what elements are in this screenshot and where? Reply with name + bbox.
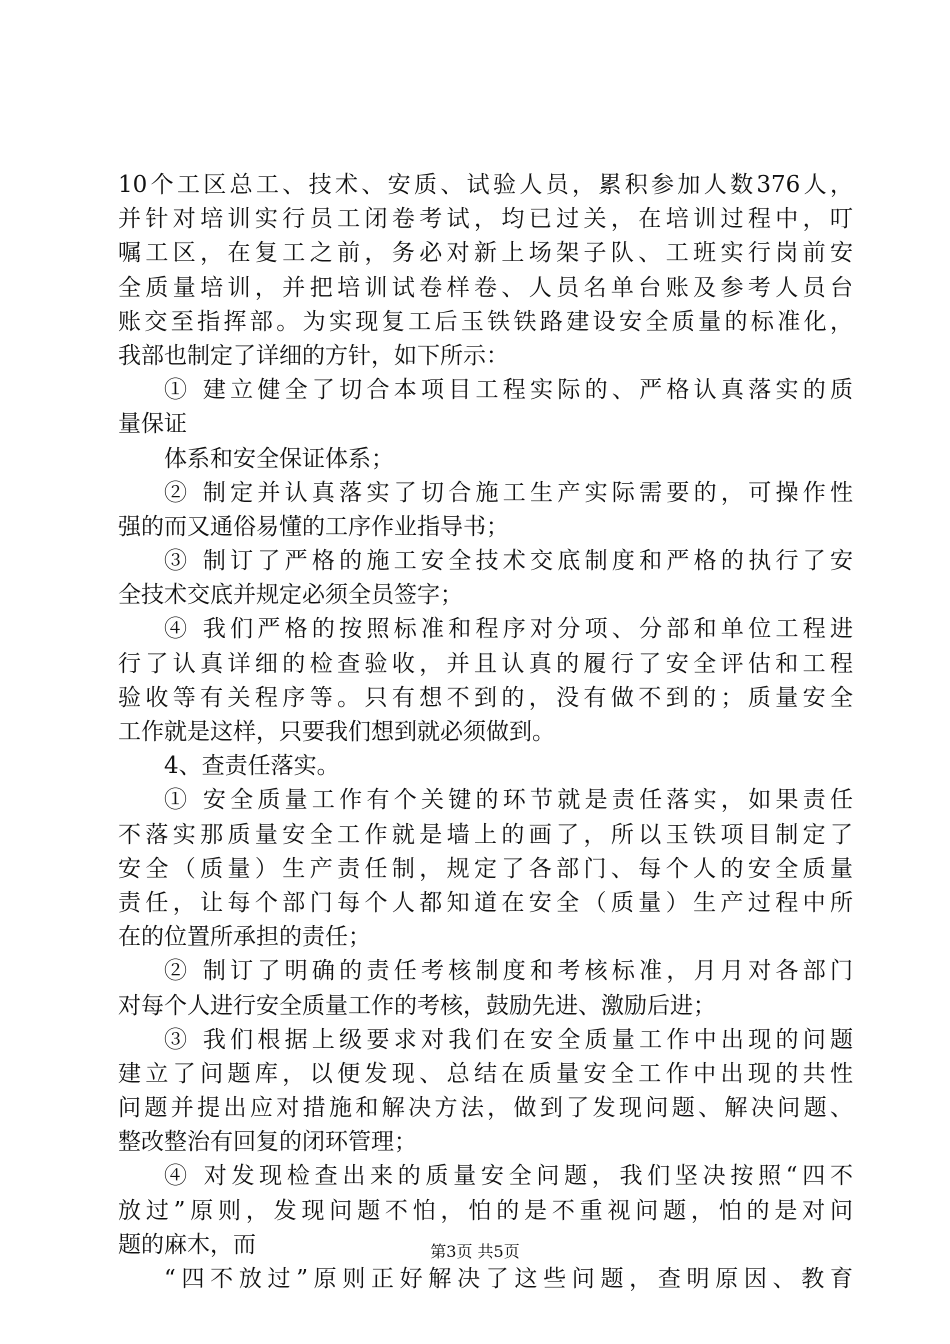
text-line: 题的麻木，而 xyxy=(118,1231,256,1258)
section-heading: 4、查责任落实。 xyxy=(164,753,340,780)
text-line: 10个工区总工、技术、安质、试验人员，累积参加人数376人， xyxy=(118,172,853,198)
text-line: 对每个人进行安全质量工作的考核，鼓励先进、激励后进； xyxy=(118,992,716,1019)
text-line: 行了认真详细的检查验收，并且认真的履行了安全评估和工程 xyxy=(118,650,853,677)
text-line: 不落实那质量安全工作就是墙上的画了，所以玉铁项目制定了 xyxy=(118,821,853,848)
text-line: ① 建立健全了切合本项目工程实际的、严格认真落实的质 xyxy=(164,377,853,404)
text-line: ② 制定并认真落实了切合施工生产实际需要的，可操作性 xyxy=(164,479,853,506)
text-line: ③ 制订了严格的施工安全技术交底制度和严格的执行了安 xyxy=(164,548,853,575)
text-line: 放过”原则，发现问题不怕，怕的是不重视问题，怕的是对问 xyxy=(118,1197,853,1224)
text-line: 建立了问题库，以便发现、总结在质量安全工作中出现的共性 xyxy=(118,1060,853,1087)
text-line: ① 安全质量工作有个关键的环节就是责任落实，如果责任 xyxy=(164,787,853,814)
text-line: 在的位置所承担的责任； xyxy=(118,924,371,951)
text-line: 全质量培训，并把培训试卷样卷、人员名单台账及参考人员台 xyxy=(118,274,853,301)
text-line: 工作就是这样，只要我们想到就必须做到。 xyxy=(118,719,555,745)
text-line: 并针对培训实行员工闭卷考试，均已过关，在培训过程中，叮 xyxy=(118,206,853,233)
text-line: 安全（质量）生产责任制，规定了各部门、每个人的安全质量 xyxy=(118,855,853,882)
text-line: 责任，让每个部门每个人都知道在安全（质量）生产过程中所 xyxy=(118,889,853,916)
text-line: 嘱工区，在复工之前，务必对新上场架子队、工班实行岗前安 xyxy=(118,240,853,267)
text-line: 问题并提出应对措施和解决方法，做到了发现问题、解决问题、 xyxy=(118,1095,853,1122)
text-line: 验收等有关程序等。只有想不到的，没有做不到的；质量安全 xyxy=(118,684,853,711)
document-body xyxy=(118,168,853,1296)
text-line: 量保证 xyxy=(118,411,187,438)
text-line: 强的而又通俗易懂的工序作业指导书； xyxy=(118,513,509,540)
text-line: ④ 对发现检查出来的质量安全问题，我们坚决按照“四不 xyxy=(164,1163,853,1190)
text-line: 体系和安全保证体系； xyxy=(164,445,394,472)
text-line: 整改整治有回复的闭环管理； xyxy=(118,1129,417,1156)
text-line: 我部也制定了详细的方针，如下所示： xyxy=(118,342,509,369)
text-line: 全技术交底并规定必须全员签字； xyxy=(118,582,463,609)
text-line: 账交至指挥部。为实现复工后玉铁铁路建设安全质量的标准化， xyxy=(118,308,853,335)
text-line: “四不放过”原则正好解决了这些问题，查明原因、教育 xyxy=(164,1266,853,1292)
text-line: ③ 我们根据上级要求对我们在安全质量工作中出现的问题 xyxy=(164,1026,853,1053)
page-number-footer: 第3页 共5页 xyxy=(430,1242,520,1261)
text-line: ② 制订了明确的责任考核制度和考核标准，月月对各部门 xyxy=(164,958,853,985)
text-line: ④ 我们严格的按照标准和程序对分项、分部和单位工程进 xyxy=(164,616,853,643)
